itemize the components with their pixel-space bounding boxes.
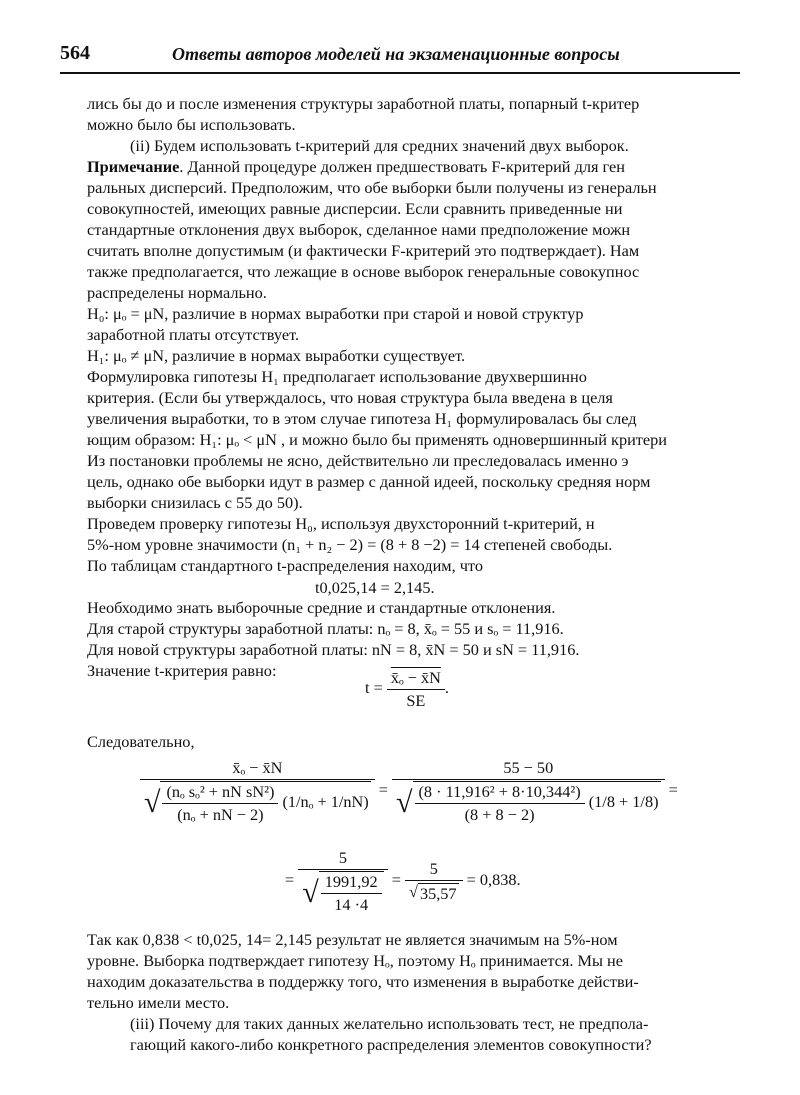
old-structure-stats: Для старой структуры заработной платы: nₒ = 8, x̄ₒ = 55 и sₒ = 11,916. [87,619,564,638]
equals-sign: = [391,870,401,890]
result-2-numerator: 5 [405,859,463,881]
result-fraction-2 [405,859,463,904]
text-line: ющим образом: H₁: μₒ < μN , и можно было бы применять одновершинный критери [87,430,667,449]
t-formula [365,668,449,711]
fraction-1-denominator [140,780,375,825]
text-line: Необходимо знать выборочные средние и стандартные отклонения. [87,598,556,617]
text-line: можно было бы использовать. [87,115,296,134]
t-critical-value: t0,025,14 = 2,145. [315,578,435,597]
sqrt-icon: √ [409,882,418,902]
radicand-1-den: (nₒ + nN − 2) [177,805,264,824]
formula-fraction-1 [140,758,375,825]
fraction-1-numerator: x̄ₒ − x̄N [140,758,375,780]
text-line: Так как 0,838 < t0,025, 14= 2,145 результат не является значимым на 5%-ном [87,930,618,949]
equals-sign: = [668,780,678,800]
text-line: считать вполне допустимым (и фактически F-критерий это подтверждает). Нам [87,241,640,260]
equals-sign: = [285,870,295,890]
radicand-2-tail: (1/8 + 1/8) [588,792,659,812]
big-formula [140,758,678,825]
text-line: выборки снизилась с 55 до 50). [87,493,303,512]
radicand-2-num: (8 · 11,916² + 8·10,344²) [415,782,585,804]
radicand-2 [413,781,661,825]
result-1-denominator [298,870,387,915]
result-fraction-1 [298,848,387,915]
fraction-2-numerator: 55 − 50 [392,758,664,780]
t-dot: . [444,678,449,698]
running-title: Ответы авторов моделей на экзаменационные вопросы [172,44,620,64]
note-label: Примечание [87,157,180,176]
text-line: заработной платы отсутствует. [87,325,300,344]
text-line: Проведем проверку гипотезы H₀, используя двухсторонний t-критерий, н [87,514,595,533]
radicand-1 [160,781,370,825]
text-line: распределены нормально. [87,283,267,302]
hypothesis-h0: H₀: μₒ = μN, различие в нормах выработки при старой и новой структур [87,304,584,323]
text-line: цель, однако обе выборки идут в размер с данной идеей, поскольку средняя норм [87,472,651,491]
sqrt-icon: √ [396,786,413,819]
text-line: ральных дисперсий. Предположим, что обе выборки были получены из генеральн [87,178,657,197]
result-radicand-den: 14 ·4 [334,895,369,914]
text-line: стандартные отклонения двух выборок, сделанное нами предположение можн [87,220,631,239]
text-line: (ii) Будем использовать t-критерий для средних значений двух выборок. [130,136,629,155]
text-line [87,157,625,177]
text-line: Значение t-критерия равно: [87,661,277,680]
text-line: уровне. Выборка подтверждает гипотезу Hₒ, поэтому Hₒ принимается. Мы не [87,951,623,970]
text-line: По таблицам стандартного t-распределения находим, что [87,556,483,575]
result-radicand-num: 1991,92 [321,872,382,894]
fraction-2-denominator [392,780,664,825]
text-line: находим доказательства в поддержку того, что изменения в выработке действи- [87,972,639,991]
equals-sign: = [378,780,388,800]
result-2-denominator [405,881,463,904]
text-line: 5%-ном уровне значимости (n₁ + n₂ − 2) = (8 + 8 −2) = 14 степеней свободы. [87,535,613,554]
text-line: лись бы до и после изменения структуры заработной платы, попарный t-критер [87,94,640,113]
text-line: совокупностей, имеющих равные дисперсии. Если сравнить приведенные ни [87,199,623,218]
text-line: увеличения выработки, то в этом случае гипотеза H₁ формулировалась бы след [87,409,637,428]
result-2-radicand: 35,57 [419,883,457,903]
radicand-1-tail: (1/nₒ + 1/nN) [282,792,369,812]
formula-fraction-2 [392,758,664,825]
result-1-numerator: 5 [298,848,387,870]
sqrt-icon: √ [144,786,161,819]
hypothesis-h1: H₁: μₒ ≠ μN, различие в нормах выработки существует. [87,346,466,365]
new-structure-stats: Для новой структуры заработной платы: nN = 8, x̄N = 50 и sN = 11,916. [87,640,580,659]
sqrt-icon: √ [302,876,319,909]
t-lhs: t = [365,678,383,698]
result-value: = 0,838. [466,870,521,890]
text-line: Из постановки проблемы не ясно, действительно ли преследовалась именно э [87,451,629,470]
note-text: . Данной процедуре должен предшествовать F-критерий для ген [179,157,625,176]
radicand-2-den: (8 + 8 − 2) [464,805,535,824]
text-line: Формулировка гипотезы H₁ предполагает использование двухвершинно [87,367,587,386]
question-iii: (iii) Почему для таких данных желательно использовать тест, не предпола- [130,1014,649,1033]
text-line: тельно имели место. [87,993,230,1012]
text-line: Следовательно, [87,732,195,751]
t-fraction [387,668,445,711]
text-line: также предполагается, что лежащие в основе выборок генеральные совокупнос [87,262,640,281]
result-formula [285,848,521,915]
text-line: критерия. (Если бы утверждалось, что новая структура была введена в целя [87,388,613,407]
t-denominator: SE [406,691,426,710]
t-numerator: x̄ₒ − x̄N [387,668,445,690]
page-header [60,42,740,74]
result-radicand [319,871,384,915]
radicand-1-num: (nₒ sₒ² + nN sN²) [162,782,278,804]
text-line: гающий какого-либо конкретного распределения элементов совокупности? [130,1035,652,1054]
page-number: 564 [60,42,90,64]
